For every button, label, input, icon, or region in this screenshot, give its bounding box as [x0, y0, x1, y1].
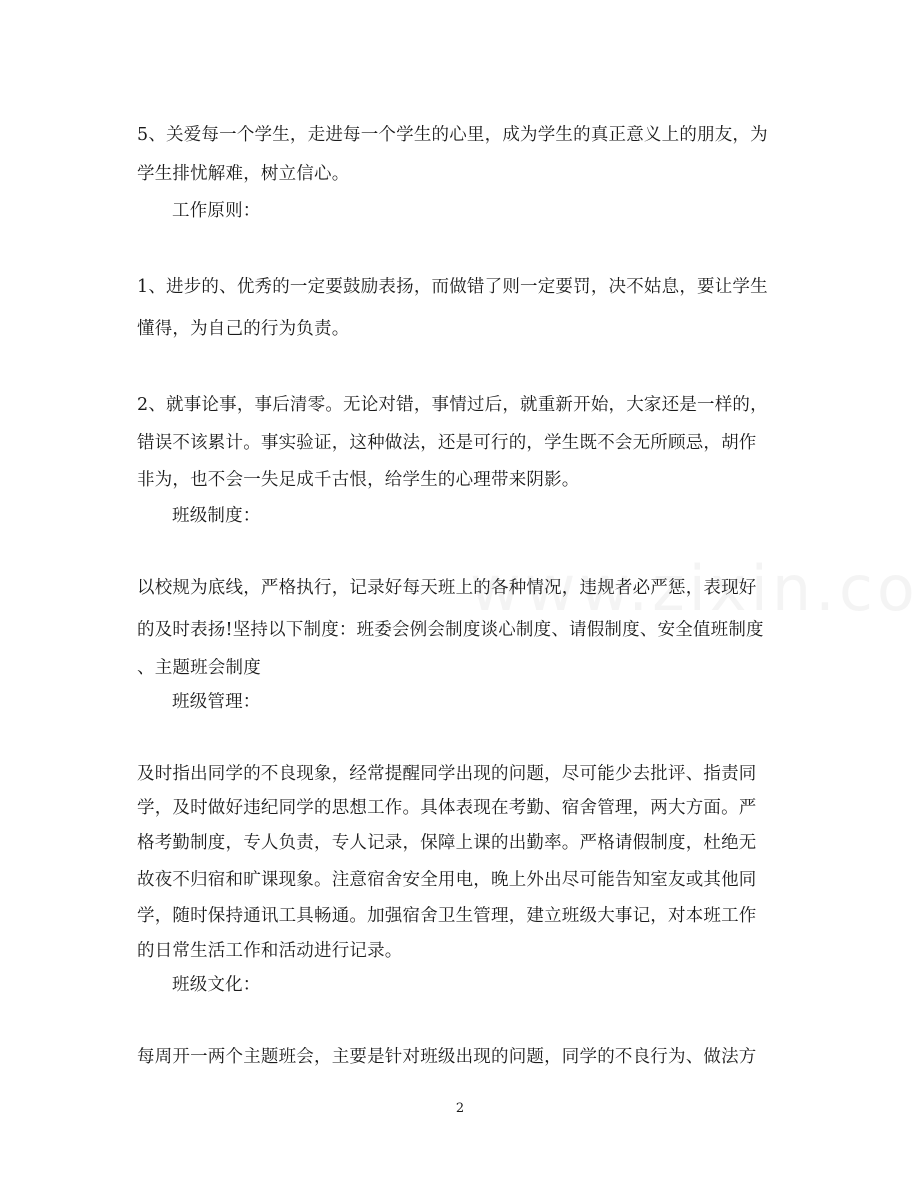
paragraph-line: 以校规为底线，严格执行，记录好每天班上的各种情况，违规者必严惩，表现好 [137, 578, 757, 598]
paragraph-line: 的日常生活工作和活动进行记录。 [137, 941, 403, 961]
paragraph-line: 1、进步的、优秀的一定要鼓励表扬，而做错了则一定要罚，决不姑息，要让学生 [137, 277, 768, 297]
section-heading: 工作原则： [172, 201, 261, 221]
paragraph-line: 每周开一两个主题班会，主要是针对班级出现的问题，同学的不良行为、做法方 [137, 1047, 757, 1067]
section-heading: 班级管理： [172, 692, 261, 712]
paragraph-line: 格考勤制度，专人负责，专人记录，保障上课的出勤率。严格请假制度，杜绝无 [137, 833, 757, 853]
paragraph-line: 的及时表扬!坚持以下制度：班委会例会制度谈心制度、请假制度、安全值班制度 [137, 620, 764, 640]
paragraph-line: 、主题班会制度 [137, 658, 261, 678]
paragraph-line: 及时指出同学的不良现象，经常提醒同学出现的问题，尽可能少去批评、指责同 [137, 764, 757, 784]
paragraph-line: 错误不该累计。事实验证，这种做法，还是可行的，学生既不会无所顾忌，胡作 [137, 433, 757, 453]
paragraph-line: 2、就事论事，事后清零。无论对错，事情过后，就重新开始，大家还是一样的， [137, 395, 768, 415]
paragraph-line: 学生排忧解难，树立信心。 [137, 164, 350, 184]
paragraph-line: 懂得，为自己的行为负责。 [137, 319, 350, 339]
paragraph-line: 非为，也不会一失足成千古恨，给学生的心理带来阴影。 [137, 470, 580, 490]
paragraph-line: 5、关爱每一个学生，走进每一个学生的心里，成为学生的真正意义上的朋友，为 [137, 125, 768, 145]
paragraph-line: 学，及时做好违纪同学的思想工作。具体表现在考勤、宿舍管理，两大方面。严 [137, 798, 757, 818]
page-number: 2 [455, 1101, 465, 1116]
paragraph-line: 故夜不归宿和旷课现象。注意宿舍安全用电，晚上外出尽可能告知室友或其他同 [137, 870, 757, 890]
paragraph-line: 学，随时保持通讯工具畅通。加强宿舍卫生管理，建立班级大事记，对本班工作 [137, 906, 757, 926]
section-heading: 班级制度： [172, 506, 261, 526]
section-heading: 班级文化： [172, 975, 261, 995]
